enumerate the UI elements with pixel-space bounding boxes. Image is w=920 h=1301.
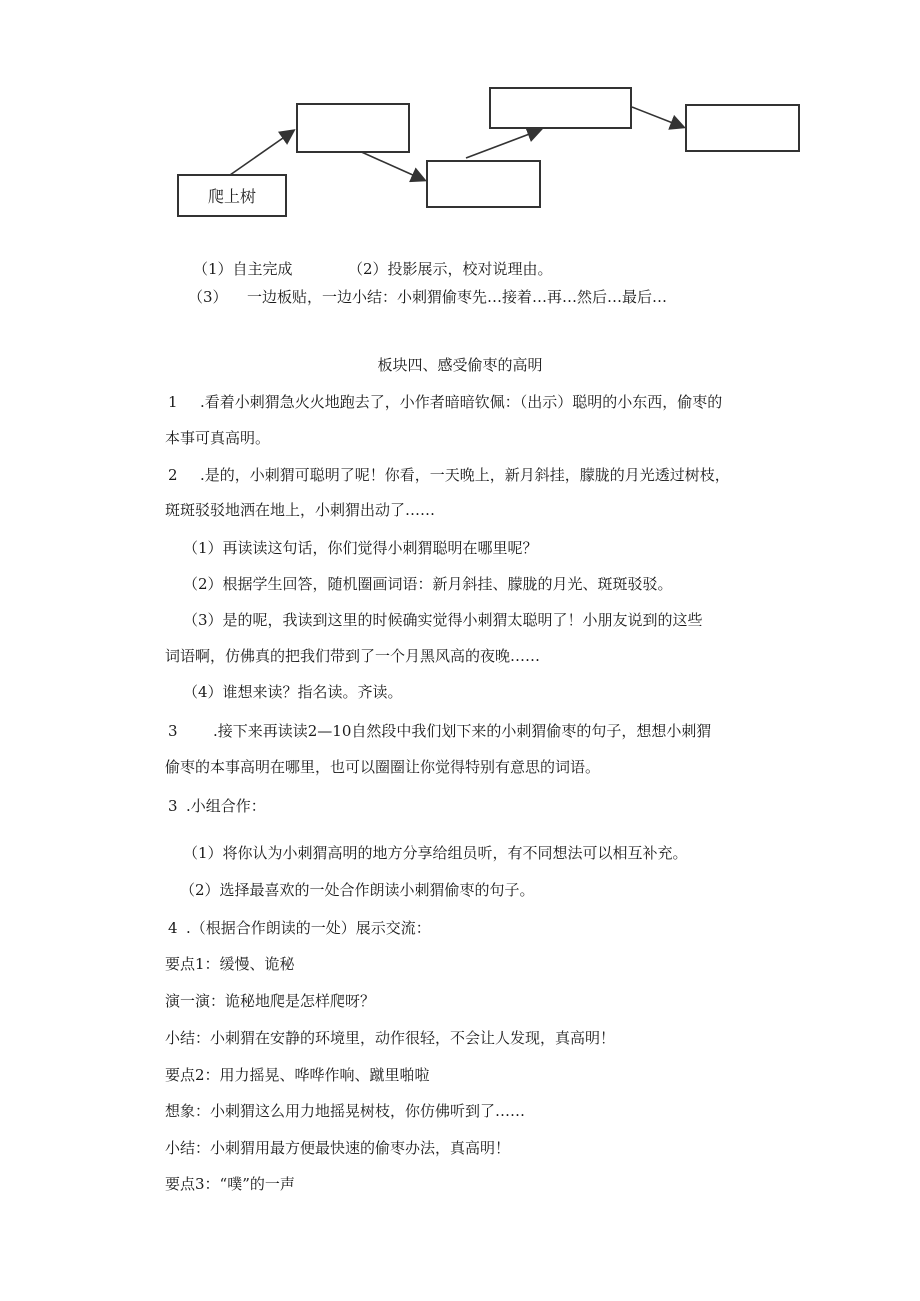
p2-item-1: （1）再读读这句话，你们觉得小刺猬聪明在哪里呢？ [183,539,538,557]
step-3-num: （3） [188,288,228,306]
point-line-1: 要点1：缓慢、诡秘 [165,955,295,973]
p3-line2: 偷枣的本事高明在哪里，也可以圈圈让你觉得特别有意思的词语。 [165,758,601,776]
p1-line2: 本事可真高明。 [165,429,271,447]
p2-item-2: （2）根据学生回答，随机圈画词语：新月斜挂、朦胧的月光、斑斑驳驳。 [183,575,673,593]
p2-item-4: （4）谁想来读？指名读。齐读。 [183,683,403,701]
p4-number: 4 [168,919,178,937]
flow-box-2 [296,103,410,153]
p3b-item-1: （1）将你认为小刺猬高明的地方分享给组员听，有不同想法可以相互补充。 [183,844,688,862]
arrow-2 [357,150,424,180]
step-3-text: 一边板贴，一边小结：小刺猬偷枣先…接着…再…然后…最后… [247,288,668,306]
flow-box-3 [426,160,541,208]
p2-number: 2 [168,466,178,484]
p3-line1: .接下来再读读2—10自然段中我们划下来的小刺猬偷枣的句子，想想小刺猬 [213,722,712,740]
p4-text: .（根据合作朗读的一处）展示交流： [186,919,431,937]
point-line-7: 要点3：“噗”的一声 [165,1175,295,1193]
point-line-5: 想象：小刺猬这么用力地摇晃树枝，你仿佛听到了…… [165,1102,526,1120]
arrow-4 [632,107,683,127]
p1-number: 1 [168,393,178,411]
arrow-3 [466,130,540,158]
point-line-4: 要点2：用力摇晃、哗哗作响、蹴里啪啦 [165,1066,430,1084]
step-1: （1）自主完成 [193,260,293,278]
p2-line1: .是的，小刺猬可聪明了呢！你看，一天晚上，新月斜挂，朦胧的月光透过树枝， [200,466,730,484]
point-line-2: 演一演：诡秘地爬是怎样爬呀？ [165,992,376,1010]
flow-box-5 [685,104,800,152]
p2-item-3: （3）是的呢，我读到这里的时候确实觉得小刺猬太聪明了！小朋友说到的这些 [183,611,703,629]
point-line-3: 小结：小刺猬在安静的环境里，动作很轻，不会让人发现，真高明！ [165,1029,616,1047]
p3b-number: 3 [168,797,178,815]
p3b-text: .小组合作： [186,797,266,815]
flow-box-4 [489,87,632,129]
flow-box-1: 爬上树 [177,174,287,217]
p1-line1: .看着小刺猬急火火地跑去了，小作者暗暗钦佩：（出示）聪明的小东西，偷枣的 [200,393,723,411]
p3b-item-2: （2）选择最喜欢的一处合作朗读小刺猬偷枣的句子。 [180,881,535,899]
point-line-6: 小结：小刺猬用最方便最快速的偷枣办法，真高明！ [165,1139,511,1157]
flow-diagram [0,0,920,240]
p2-item-3-cont: 词语啊，仿佛真的把我们带到了一个月黑风高的夜晚…… [165,647,541,665]
section-title: 板块四、感受偷枣的高明 [377,356,543,374]
step-2: （2）投影展示，校对说理由。 [348,260,553,278]
p2-line2: 斑斑驳驳地洒在地上，小刺猬出动了…… [165,501,436,519]
arrow-1 [230,131,293,175]
p3-number: 3 [168,722,178,740]
